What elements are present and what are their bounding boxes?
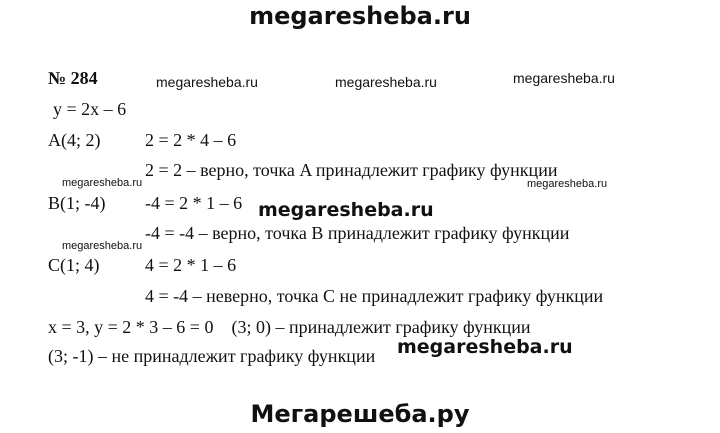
watermark: megaresheba.ru: [258, 199, 434, 221]
substitution: 2 = 2 * 4 – 6: [145, 130, 237, 150]
x3-line: x = 3, y = 2 * 3 – 6 = 0 (3; 0) – принадлежит графику функции: [48, 317, 531, 337]
watermark: megaresheba.ru: [62, 177, 143, 189]
watermark: megaresheba.ru: [335, 74, 437, 90]
watermark: megaresheba.ru: [513, 70, 615, 86]
substitution: 4 = 2 * 1 – 6: [145, 255, 237, 275]
last-line: (3; -1) – не принадлежит графику функции: [48, 346, 376, 366]
watermark: megaresheba.ru: [156, 74, 258, 90]
result-text: 2 = 2 – верно, точка A принадлежит графику функции: [145, 160, 558, 180]
substitution: -4 = 2 * 1 – 6: [145, 193, 243, 213]
point-label: A(4; 2): [48, 130, 101, 150]
result-text: -4 = -4 – верно, точка B принадлежит графику функции: [145, 223, 570, 243]
site-header: megaresheba.ru: [249, 2, 471, 30]
watermark: megaresheba.ru: [527, 178, 608, 190]
footer-brand: Мегарешеба.ру: [250, 400, 470, 428]
point-label: B(1; -4): [48, 193, 106, 213]
equation: y = 2x – 6: [53, 99, 127, 119]
watermark: megaresheba.ru: [62, 240, 143, 252]
point-label: C(1; 4): [48, 255, 100, 275]
watermark: megaresheba.ru: [397, 336, 573, 358]
result-text: 4 = -4 – неверно, точка C не принадлежит графику функции: [145, 286, 604, 306]
problem-number: № 284: [48, 68, 98, 88]
